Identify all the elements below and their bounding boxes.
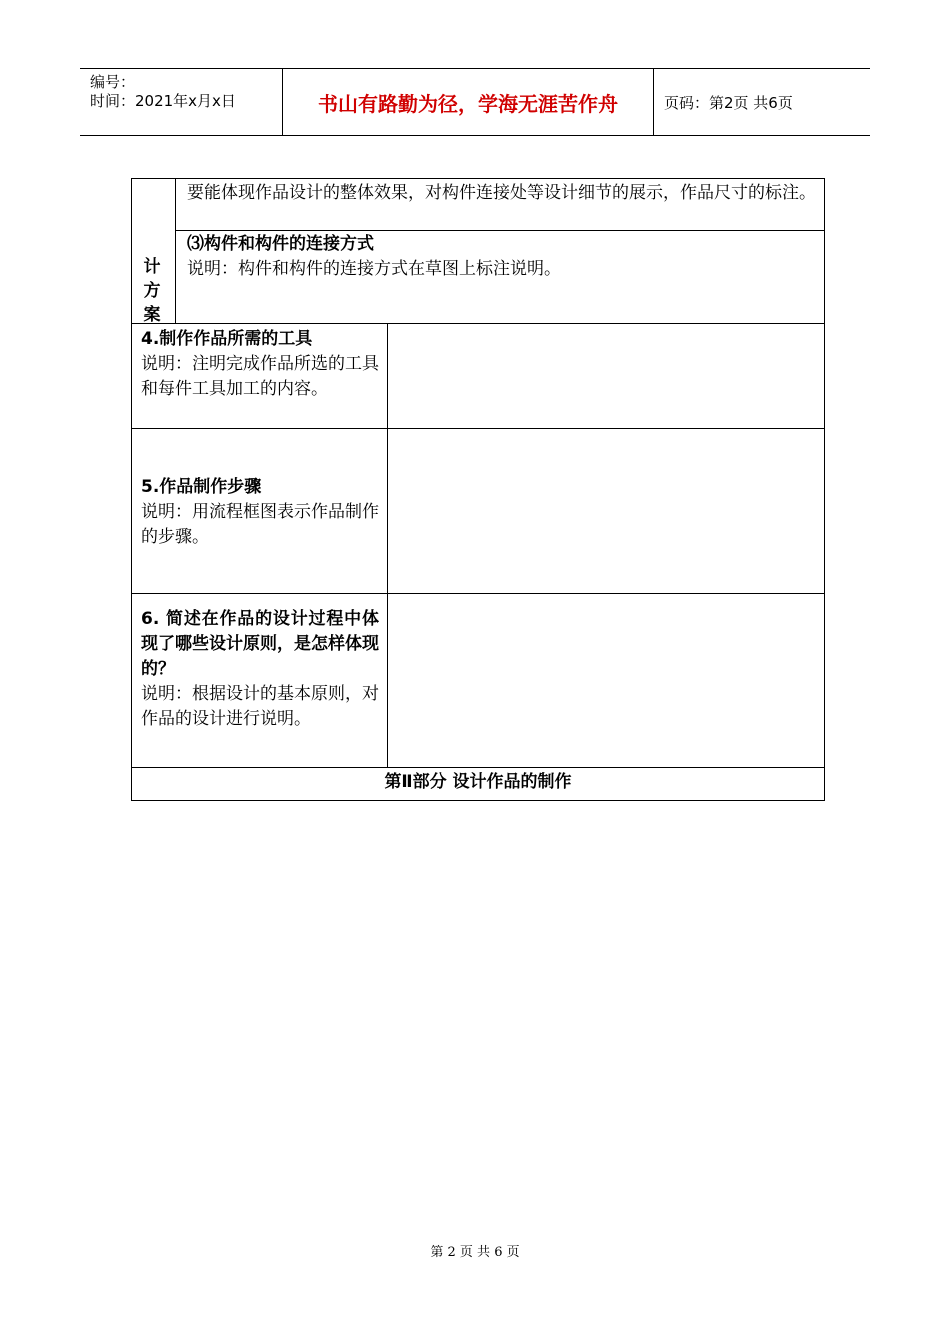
row2-divider [132, 323, 824, 324]
design-table [131, 178, 825, 801]
page-label: 页码：第2页 共6页 [664, 94, 793, 112]
row4-title: 5.作品制作步骤 [141, 477, 262, 497]
section-title: 第Ⅱ部分 设计作品的制作 [384, 772, 572, 792]
header-info-cell [80, 69, 282, 135]
number-label: 编号： [90, 73, 136, 91]
row2-text: 说明：构件和构件的连接方式在草图上标注说明。 [187, 259, 561, 279]
row5-title: 6. 简述在作品的设计过程中体现了哪些设计原则，是怎样体现的？ [141, 609, 379, 679]
side-label-char-3: 案 [143, 305, 161, 325]
page-footer: 第 2 页 共 6 页 [430, 1245, 520, 1260]
row1-divider [175, 230, 825, 231]
side-label-char-2: 方 [143, 281, 161, 301]
row4-divider [132, 593, 824, 594]
row4-text: 说明：用流程框图表示作品制作的步骤。 [141, 502, 379, 547]
middle-column-divider [387, 323, 388, 767]
date-label: 时间：2021年x月x日 [90, 92, 236, 110]
row3-text: 说明：注明完成作品所选的工具和每件工具加工的内容。 [141, 354, 379, 399]
row1-text: 要能体现作品设计的整体效果，对构件连接处等设计细节的展示，作品尺寸的标注。 [187, 183, 816, 203]
row3-title: 4.制作作品所需的工具 [141, 329, 313, 349]
header-motto-cell [282, 69, 654, 135]
row5-text: 说明：根据设计的基本原则，对作品的设计进行说明。 [141, 684, 379, 729]
row3-divider [132, 428, 824, 429]
side-label-char-1: 计 [143, 257, 161, 277]
side-column-divider [175, 179, 176, 323]
document-header [80, 68, 870, 136]
row5-divider [132, 767, 824, 768]
motto: 书山有路勤为径，学海无涯苦作舟 [318, 92, 618, 116]
header-page-cell [654, 69, 870, 135]
row2-title: ⑶构件和构件的连接方式 [187, 234, 374, 254]
